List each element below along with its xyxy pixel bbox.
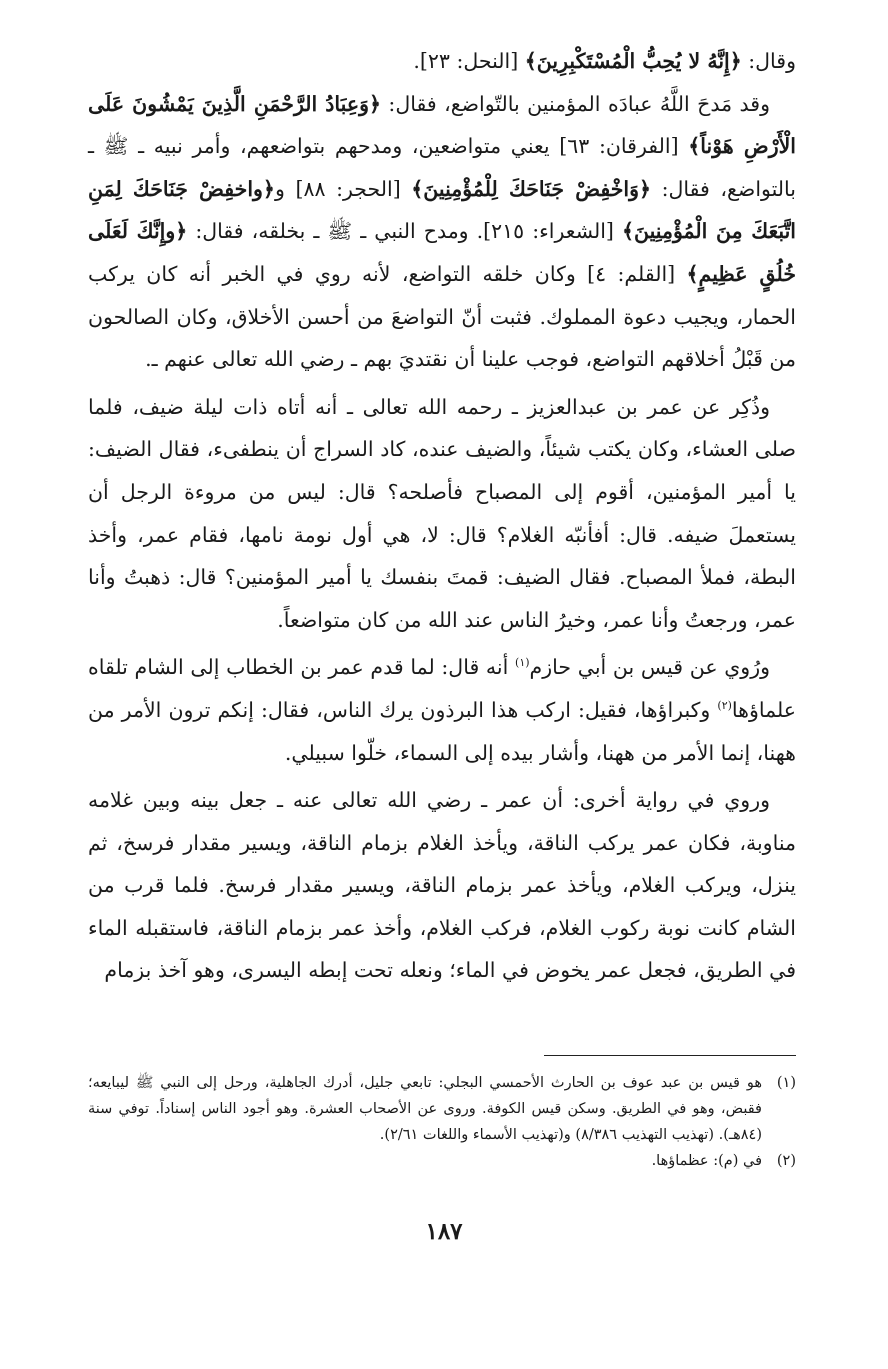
main-text — [88, 40, 796, 992]
text-run: [الفرقان: ٦٣] يعني متواضعين، ومدحهم بتواضعهم، وأمر نبيه ـ ﷺ ـ بالتواضع، فقال: — [88, 134, 797, 201]
footnote-1 — [88, 1070, 796, 1148]
paragraph-5 — [88, 779, 796, 992]
footnotes — [88, 1070, 796, 1174]
text-run: ورُوي عن قيس بن أبي حازم — [529, 655, 770, 680]
footnote-marker: (١) — [515, 656, 530, 670]
paragraph-2 — [88, 83, 796, 381]
text-run: [القلم: ٤] وكان خلقه التواضع، لأنه روي في الخبر أنه كان يركب الحمار، ويجيب دعوة المملوك. فثبت أنّ التواضعَ من أحسن الأخلاق، وكان الصالحون من قَبْلُ أخلاقهم التواضع، فوجب علينا أن نقتديَ بهم ـ رضي الله تعالى عنهم ـ. — [88, 261, 796, 372]
quran-verse: ﴿وإِنَّكَ لَعَلَى خُلُقٍ عَظِيمٍ﴾ — [88, 219, 796, 286]
text-run: وقد مَدحَ اللَّهُ عبادَه المؤمنين بالتّواضع، فقال: — [380, 91, 770, 116]
footnote-number: (٢) — [776, 1153, 796, 1169]
text-run: [الشعراء: ٢١٥]. ومدح النبي ـ ﷺ ـ بخلقه، فقال: — [187, 219, 622, 244]
quran-verse: ﴿إِنَّهُ لا يُحِبُّ الْمُسْتَكْبِرِينَ﴾ — [524, 49, 742, 73]
quran-verse: ﴿وَعِبَادُ الرَّحْمَنِ الَّذِينَ يَمْشُونَ عَلَى الْأَرْضِ هَوْناً﴾ — [88, 91, 796, 159]
text-run: [النحل: ٢٣]. — [413, 49, 525, 73]
footnote-2 — [88, 1148, 796, 1174]
paragraph-3 — [88, 386, 796, 642]
quran-verse: ﴿واخفِضْ جَنَاحَكَ لِمَنِ اتَّبَعَكَ مِنَ الْمُؤْمِنِينَ﴾ — [88, 176, 796, 244]
paragraph-4 — [88, 646, 796, 774]
footnote-marker: (٢) — [717, 699, 732, 713]
quran-verse: ﴿وَاخْفِضْ جَنَاحَكَ لِلْمُؤْمِنِينَ﴾ — [411, 176, 651, 201]
footnote-text: في (م): عظماؤها. — [651, 1153, 762, 1169]
paragraph-1 — [88, 40, 796, 83]
text-run: [الحجر: ٨٨] و — [274, 176, 412, 201]
footnote-number: (١) — [776, 1075, 796, 1091]
text-run: أنه قال: لما قدم عمر بن الخطاب إلى الشام تلقاه علماؤها — [88, 655, 796, 722]
page-body — [88, 40, 796, 992]
text-run: وكبراؤها، فقيل: اركب هذا البرذون يرك الناس، فقال: إنكم ترون الأمر من ههنا، إنما الأمر من ههنا، وأشار بيده إلى السماء، خلّوا سبيلي. — [88, 697, 796, 765]
page-number: ١٨٧ — [425, 1218, 463, 1245]
text-run: وقال: — [741, 49, 796, 73]
footnote-text: هو قيس بن عبد عوف بن الحارث الأحمسي البجلي: تابعي جليل، أدرك الجاهلية، ورحل إلى النبي ﷺ ليبايعه؛ فقبض، وهو في الطريق. وسكن قيس الكوفة. وروى عن الأصحاب العشرة. وهو أجود الناس إسناداً. توفي سنة (٨٤هـ). (تهذيب التهذيب ٨/٣٨٦) و(تهذيب الأسماء واللغات ٢/٦١). — [88, 1075, 762, 1143]
text-run: وذُكِر عن عمر بن عبدالعزيز ـ رحمه الله تعالى ـ أنه أتاه ذات ليلة ضيف، فلما صلى العشاء، وكان يكتب شيئاً، والضيف عنده، كاد السراج أن ينطفىء، فقال الضيف: يا أمير المؤمنين، أقوم إلى المصباح فأصلحه؟ قال: ليس من مروءة الرجل أن يستعملَ ضيفه. قال: أفأنبّه الغلام؟ قال: لا، هي أول نومة نامها، فقام عمر، وأخذ البطة، فملأ المصباح. فقال الضيف: قمتَ بنفسك يا أمير المؤمنين؟ قال: ذهبتُ وأنا عمر، ورجعتُ وأنا عمر، وخيرُ الناس عند الله من كان متواضعاً. — [88, 394, 796, 632]
footnote-divider — [544, 1055, 796, 1056]
text-run: وروي في رواية أخرى: أن عمر ـ رضي الله تعالى عنه ـ جعل بينه وبين غلامه مناوبة، فكان عمر يركب الناقة، ويأخذ الغلام بزمام الناقة، ويسير مقدار فرسخ، ثم ينزل، ويركب الغلام، ويأخذ عمر بزمام الناقة، ويسير مقدار فرسخ. فلما قرب من الشام كانت نوبة ركوب الغلام، فركب الغلام، وأخذ عمر بزمام الناقة، فاستقبله الماء في الطريق، فجعل عمر يخوض في الماء؛ ونعله تحت إبطه اليسرى، وهو آخذ بزمام — [88, 788, 796, 983]
